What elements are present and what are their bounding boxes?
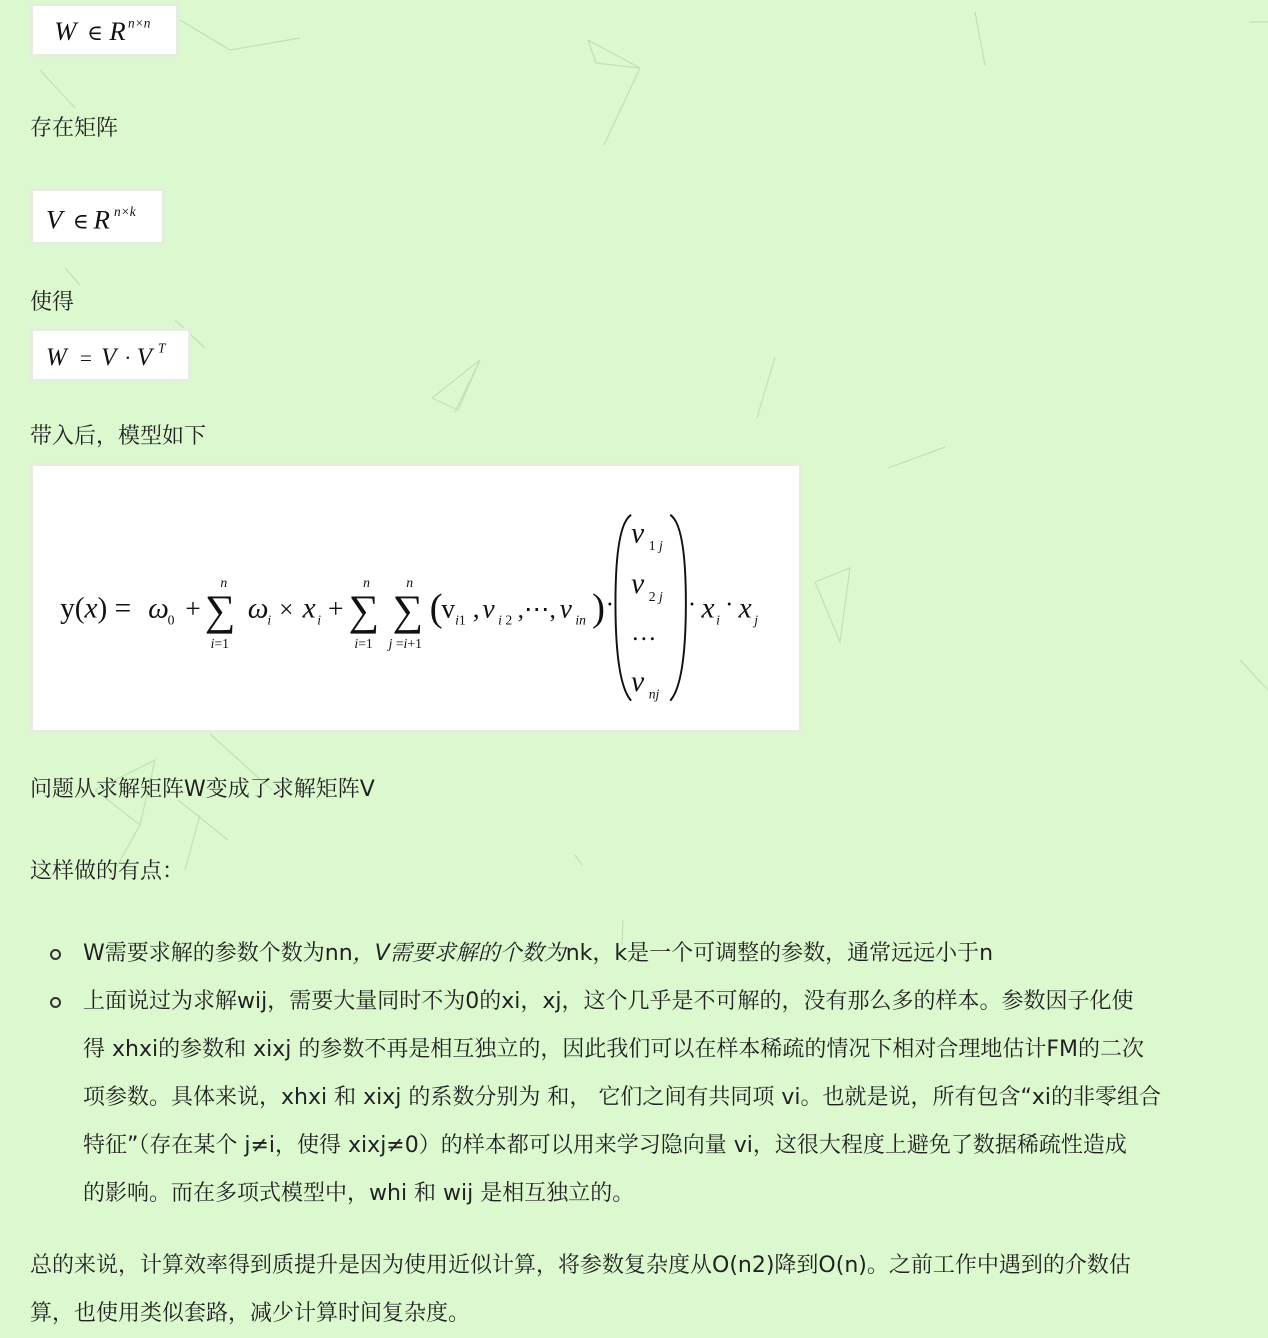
svg-text:0: 0 <box>167 612 175 628</box>
svg-text:+: + <box>185 593 201 624</box>
svg-text:·: · <box>605 590 615 619</box>
benefits-list <box>30 930 1230 1218</box>
svg-text:W: W <box>54 15 77 46</box>
svg-text:n: n <box>363 575 371 591</box>
svg-text:T: T <box>158 340 166 356</box>
list-item-2-line-4: 特征”（存在某个 j≠i，使得 xixj≠0）的样本都可以用来学习隐向量 vi，这很大程度上避免了数据稀疏性造成 <box>83 1133 1127 1158</box>
bullet-circle-icon <box>50 949 61 960</box>
formula-w-equals-vvt <box>30 328 191 382</box>
paragraph-benefits: 这样做的有点： <box>30 859 185 884</box>
svg-text:v: v <box>631 665 645 698</box>
bullet-circle-icon <box>50 997 61 1008</box>
svg-text:nj: nj <box>648 686 660 702</box>
svg-text:×: × <box>279 595 294 624</box>
svg-text:ω: ω <box>247 592 269 625</box>
svg-text:n: n <box>220 575 228 591</box>
svg-text:v: v <box>441 593 456 624</box>
paragraph-summary <box>30 1242 1235 1338</box>
svg-text:…: … <box>631 618 657 647</box>
svg-text:·: · <box>724 590 734 619</box>
svg-text:i: i <box>716 612 720 628</box>
svg-text:v: v <box>631 517 645 550</box>
svg-text:·: · <box>124 345 132 370</box>
svg-text:n: n <box>406 575 414 591</box>
svg-text:j: j <box>754 612 759 628</box>
list-item <box>30 930 1230 978</box>
svg-text:j =i+1: j =i+1 <box>388 635 422 651</box>
formula-fm-model <box>30 463 802 733</box>
formula-v-in-r-graphic <box>33 191 162 242</box>
svg-text:2 j: 2 j <box>648 588 663 604</box>
svg-text:i=1: i=1 <box>210 635 230 651</box>
svg-text:i: i <box>317 612 322 628</box>
svg-text:(: ( <box>429 586 443 630</box>
svg-text:1 j: 1 j <box>648 538 663 554</box>
svg-text:V: V <box>136 343 152 371</box>
svg-text:n×k: n×k <box>114 204 136 220</box>
svg-text:in: in <box>575 612 587 628</box>
svg-text:i=1: i=1 <box>354 635 373 651</box>
svg-text:n×n: n×n <box>128 15 151 31</box>
svg-text:V: V <box>101 343 117 371</box>
formula-w-in-r <box>30 3 179 57</box>
svg-text:x: x <box>302 592 316 625</box>
summary-line-1: 总的来说，计算效率得到质提升是因为使用近似计算，将参数复杂度从O(n2)降到O(n)。之前工作中遇到的介数估 <box>30 1253 1131 1278</box>
svg-text:y(x) =: y(x) = <box>60 592 132 625</box>
paragraph-problem-change: 问题从求解矩阵W变成了求解矩阵V <box>30 777 375 802</box>
formula-w-equals-vvt-graphic <box>33 331 188 379</box>
paragraph-such-that: 使得 <box>30 290 75 315</box>
summary-line-2: 算，也使用类似套路，减少计算时间复杂度。 <box>30 1301 471 1326</box>
svg-text:i: i <box>267 612 272 628</box>
svg-text:V: V <box>46 204 63 235</box>
list-item-1-part2: ，V需要求解的个数为 <box>352 941 566 966</box>
svg-text:∑: ∑ <box>204 587 236 635</box>
formula-fm-model-graphic <box>33 466 799 730</box>
svg-text:∑: ∑ <box>392 587 424 635</box>
svg-text:v: v <box>482 593 495 624</box>
list-item-2-line-2: 得 xhxi的参数和 xixj 的参数不再是相互独立的，因此我们可以在样本稀疏的情况下相对合理地估计FM的二次 <box>83 1037 1144 1062</box>
list-item <box>30 978 1230 1218</box>
svg-text:W: W <box>46 343 67 371</box>
svg-text:,⋯,: ,⋯, <box>517 595 556 624</box>
svg-text:x: x <box>701 592 715 625</box>
svg-text:x: x <box>738 592 752 625</box>
svg-text:·: · <box>687 590 697 619</box>
svg-text:R: R <box>109 15 126 46</box>
formula-v-in-r <box>30 188 165 245</box>
svg-text:∈: ∈ <box>87 20 103 45</box>
svg-text:R: R <box>93 204 110 235</box>
svg-text:∈: ∈ <box>72 209 89 234</box>
svg-text:∑: ∑ <box>348 587 380 635</box>
list-item-1-part3: nk，k是一个可调整的参数，通常远远小于n <box>565 941 994 966</box>
paragraph-after-substitution: 带入后，模型如下 <box>30 424 207 449</box>
svg-text:i 2: i 2 <box>498 612 513 628</box>
formula-w-in-r-graphic <box>33 6 176 54</box>
list-item-2-line-3: 项参数。具体来说，xhxi 和 xixj 的系数分别为 和， 它们之间有共同项 vi。也就是说，所有包含“xi的非零组合 <box>83 1085 1161 1110</box>
svg-text:ω: ω <box>148 592 169 625</box>
paragraph-exists-matrix: 存在矩阵 <box>30 116 119 141</box>
svg-text:=: = <box>79 345 92 370</box>
svg-text:v: v <box>559 593 572 624</box>
svg-text:+: + <box>327 593 344 624</box>
list-item-1-part1: W需要求解的参数个数为nn <box>83 941 353 966</box>
list-item-2-line-5: 的影响。而在多项式模型中，whi 和 wij 是相互独立的。 <box>83 1181 635 1206</box>
svg-text:i1: i1 <box>455 612 466 628</box>
svg-text:,: , <box>472 593 480 624</box>
svg-text:): ) <box>592 586 606 630</box>
list-item-2-line-1: 上面说过为求解wij，需要大量同时不为0的xi，xj，这个几乎是不可解的，没有那么多的样本。参数因子化使 <box>83 989 1134 1014</box>
svg-text:v: v <box>631 568 645 601</box>
